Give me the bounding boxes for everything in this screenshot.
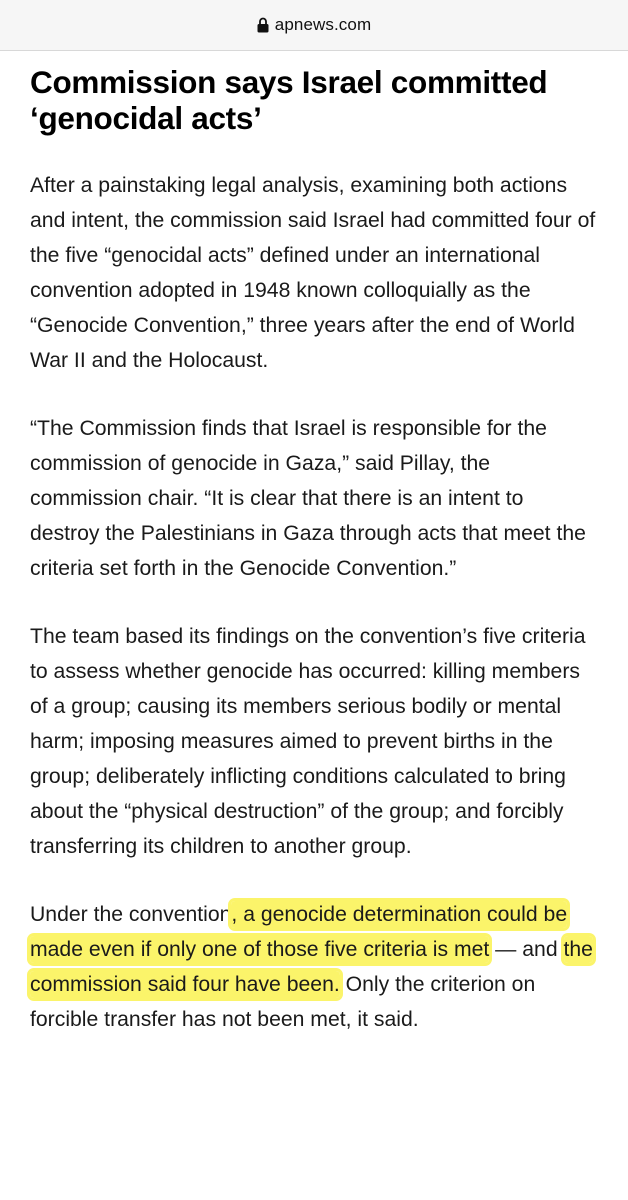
highlighted-text: , a genocide determination could be made even if only one of those five criteria is met: [30, 903, 568, 961]
browser-address-bar[interactable]: [0, 0, 628, 51]
url-text[interactable]: apnews.com: [274, 15, 372, 34]
article-headline: Commission says Israel committed ‘genocidal acts’: [30, 64, 548, 136]
paragraph-five-criteria: The team based its findings on the convention’s five criteria to assess whether genocide has occurred: killing members of a group; causing its members serious bodily or mental harm; imposing measures aimed to prevent births in the group; deliberately inflicting conditions calculated to bring about the “physical destruction” of the group; and forcibly transferring its children to another group.: [30, 625, 586, 858]
paragraph-text: Only the criterion on forcible transfer has not been met, it said.: [30, 973, 536, 1031]
paragraph-convention-determination: [30, 897, 598, 1037]
lock-icon: [257, 17, 269, 33]
highlighted-text: the commission said four have been.: [30, 938, 593, 996]
paragraph-legal-analysis: After a painstaking legal analysis, examining both actions and intent, the commission said Israel had committed four of the five “genocidal acts” defined under an international convention adopted in 1948 known colloquially as the “Genocide Convention,” three years after the end of World War II and the Holocaust.: [30, 174, 596, 372]
paragraph-text: — and: [489, 938, 564, 961]
paragraph-pillay-quote: “The Commission finds that Israel is responsible for the commission of genocide in Gaza,” said Pillay, the commission chair. “It is clear that there is an intent to destroy the Palestinians in Gaza through acts that meet the criteria set forth in the Genocide Convention.”: [30, 417, 586, 580]
paragraph-text: Under the convention: [30, 903, 232, 926]
article-body: [0, 50, 628, 1200]
